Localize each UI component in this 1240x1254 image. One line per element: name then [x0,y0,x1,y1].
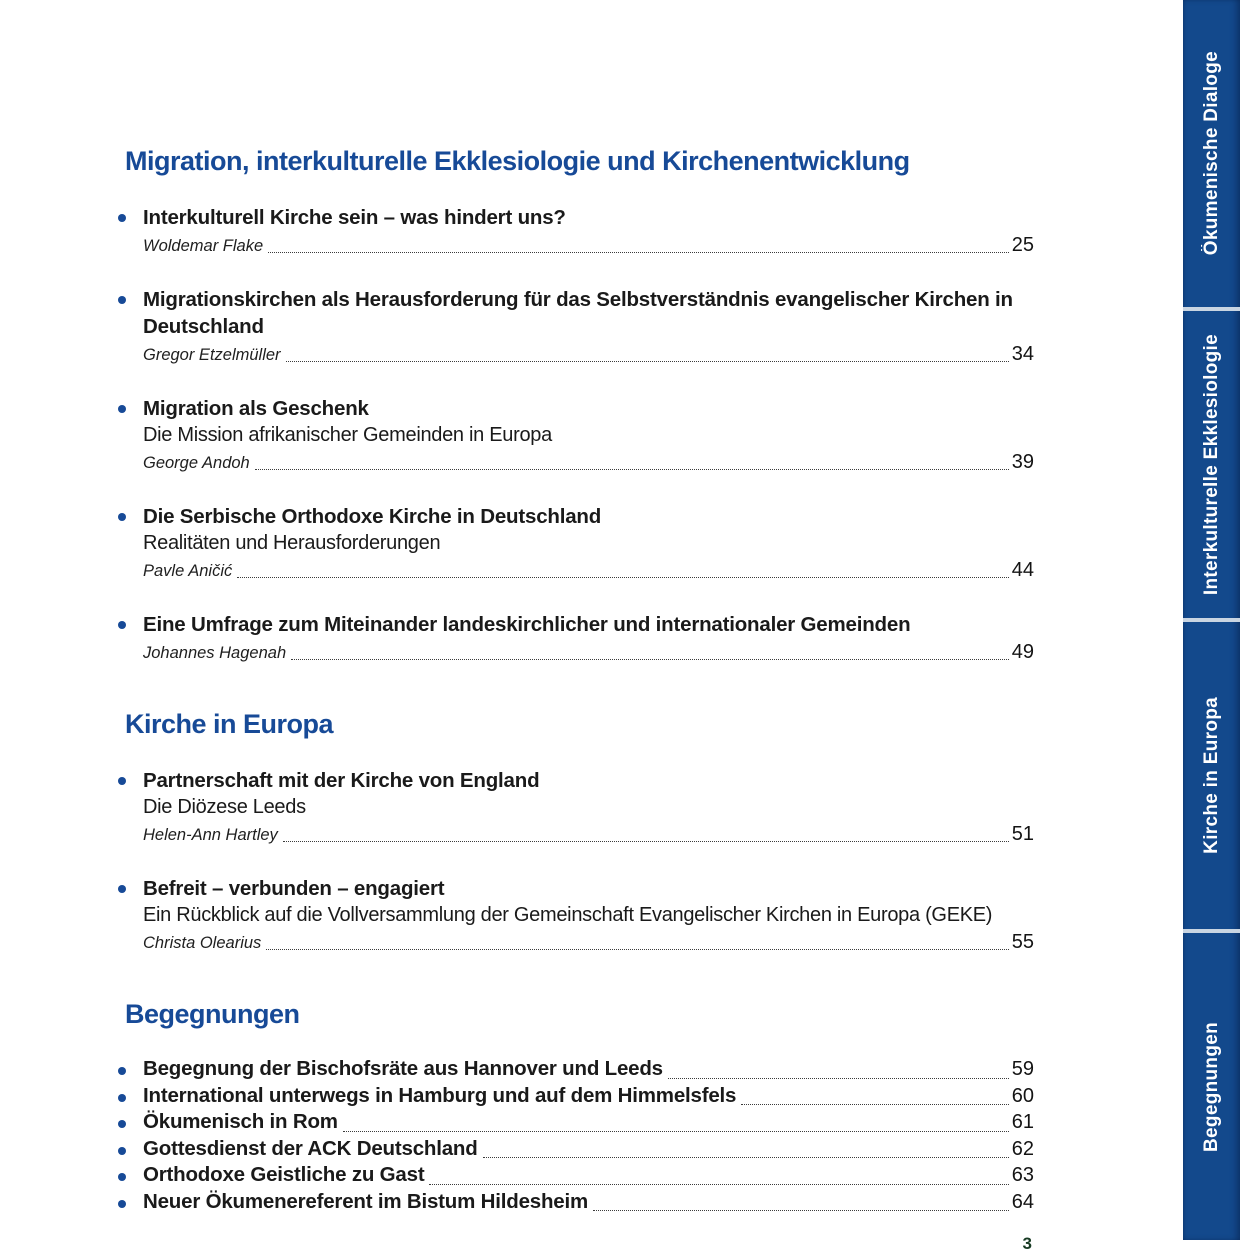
dot-leader [255,469,1009,470]
bullet-column [118,1165,143,1181]
dot-leader [343,1131,1009,1132]
bullet-column [118,1086,143,1102]
bullet-icon [118,1147,126,1155]
entry-title: Partnerschaft mit der Kirche von England [143,769,540,792]
entry-author: Helen-Ann Hartley [143,826,278,844]
toc-entry[interactable] [118,286,1034,367]
bullet-icon [118,1094,126,1102]
entry-page-number: 59 [1011,1058,1034,1080]
bullet-icon [118,405,126,413]
bullet-column [118,503,143,583]
toc-entry[interactable] [118,503,1034,583]
tab-interkulturelle-ekklesiologie[interactable] [1183,311,1240,618]
bullet-column [118,204,143,258]
toc-entry[interactable] [118,1163,1034,1190]
chapter-tab-sidebar [1183,0,1240,1240]
entry-page-number: 63 [1011,1164,1034,1186]
toc-entry[interactable] [118,875,1034,955]
section-heading-kirche-in-europa: Kirche in Europa [125,709,334,739]
dot-leader [266,949,1008,950]
bullet-column [118,286,143,367]
entry-page-number: 62 [1011,1137,1034,1160]
bullet-icon [118,214,126,222]
tab-begegnungen[interactable] [1183,933,1240,1240]
entry-author: George Andoh [143,454,250,472]
dot-leader [268,252,1009,253]
page-number: 3 [1022,1234,1032,1253]
dot-leader [483,1157,1009,1158]
dot-leader [286,361,1009,362]
toc-entry[interactable] [118,767,1034,847]
tab-label: Ökumenische Dialoge [1200,51,1222,256]
toc-entry[interactable] [118,1057,1034,1084]
entry-page-number: 64 [1011,1190,1034,1213]
toc-entry[interactable] [118,1110,1034,1137]
entry-subtitle: Realitäten und Herausforderungen [143,532,441,554]
entry-title: Neuer Ökumenereferent im Bistum Hildesheim [143,1189,589,1213]
bullet-icon [118,777,126,785]
entry-title: Interkulturell Kirche sein – was hindert uns? [143,206,566,229]
entry-page-number: 51 [1011,823,1034,845]
toc-entry[interactable] [118,1084,1034,1111]
entry-page-number: 60 [1011,1084,1034,1107]
bullet-column [118,611,143,665]
entry-title: Migrationskirchen als Herausforderung für das Selbstverständnis evangelischer Kirchen in Deutschland [143,288,1013,338]
entry-page-number: 61 [1011,1111,1034,1133]
toc-entry[interactable] [118,1137,1034,1164]
entry-subtitle: Die Mission afrikanischer Gemeinden in Europa [143,424,552,446]
bullet-icon [118,1200,126,1208]
folio-row [118,1234,1034,1254]
entry-author: Johannes Hagenah [143,644,287,662]
bullet-column [118,395,143,475]
dot-leader [741,1104,1009,1105]
entry-page-number: 44 [1011,559,1034,581]
section-heading-migration: Migration, interkulturelle Ekklesiologie und Kirchenentwicklung [125,146,910,176]
entry-title: Eine Umfrage zum Miteinander landeskirchlicher und internationaler Gemeinden [143,613,911,636]
entry-title: Ökumenisch in Rom [143,1110,338,1133]
bullet-column [118,1059,143,1075]
entry-author: Christa Olearius [143,934,262,952]
toc-entry[interactable] [118,204,1034,258]
entry-title: Befreit – verbunden – engagiert [143,877,445,900]
entry-subtitle: Ein Rückblick auf die Vollversammlung der Gemeinschaft Evangelischer Kirchen in Europa (GEKE) [143,904,993,926]
bullet-icon [118,1173,126,1181]
bullet-column [118,875,143,955]
dot-leader [237,577,1008,578]
entry-subtitle: Die Diözese Leeds [143,796,306,818]
tab-kirche-in-europa[interactable] [1183,622,1240,929]
toc-entry[interactable] [118,611,1034,665]
entry-title: Migration als Geschenk [143,397,369,420]
entry-title: Begegnung der Bischofsräte aus Hannover und Leeds [143,1057,663,1080]
bullet-column [118,767,143,847]
entry-page-number: 49 [1011,641,1034,663]
entry-author: Gregor Etzelmüller [143,346,281,364]
bullet-icon [118,513,126,521]
bullet-icon [118,1120,126,1128]
bullet-icon [118,885,126,893]
entry-page-number: 25 [1011,234,1034,256]
tab-oekumenische-dialoge[interactable] [1183,0,1240,307]
toc-entry[interactable] [118,1190,1034,1217]
dot-leader [593,1210,1009,1211]
bullet-column [118,1192,143,1208]
bullet-icon [118,1067,126,1075]
entry-page-number: 34 [1011,343,1034,365]
entry-title: Gottesdienst der ACK Deutschland [143,1136,478,1160]
entry-page-number: 55 [1011,931,1034,953]
dot-leader [429,1184,1008,1185]
tab-label: Interkulturelle Ekklesiologie [1200,333,1222,596]
entry-title: International unterwegs in Hamburg und auf dem Himmelsfels [143,1083,737,1107]
bullet-icon [118,296,126,304]
section-heading-begegnungen: Begegnungen [125,999,300,1029]
toc-entry[interactable] [118,395,1034,475]
tab-label: Begegnungen [1200,1021,1222,1152]
entry-title: Die Serbische Orthodoxe Kirche in Deutschland [143,505,602,528]
bullet-column [118,1139,143,1155]
entry-page-number: 39 [1011,451,1034,473]
toc-content [118,0,1034,1254]
entry-title: Orthodoxe Geistliche zu Gast [143,1163,425,1186]
entry-author: Woldemar Flake [143,237,264,255]
dot-leader [283,841,1009,842]
bullet-column [118,1112,143,1128]
entry-author: Pavle Aničić [143,562,233,580]
bullet-icon [118,621,126,629]
dot-leader [291,659,1009,660]
tab-label: Kirche in Europa [1200,697,1222,854]
dot-leader [668,1078,1009,1079]
